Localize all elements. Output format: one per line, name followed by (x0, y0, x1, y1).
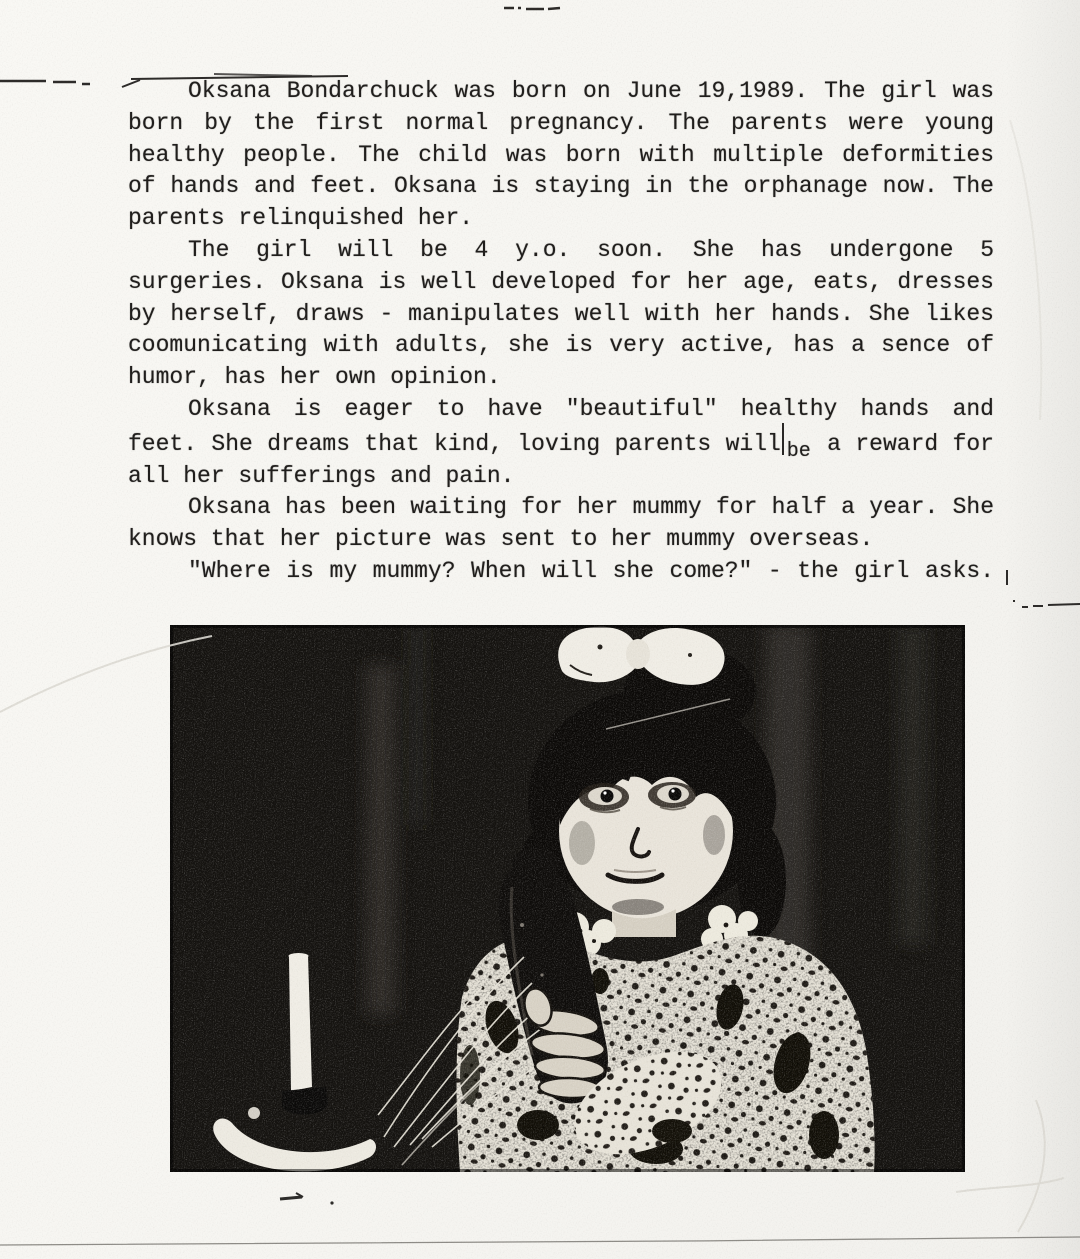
line-text-before-insertion: feet. She dreams that kind, loving parents will (128, 430, 781, 457)
photo-of-girl (170, 625, 965, 1172)
text-line: Oksana is eager to have "beautiful" healthy hands and (188, 395, 994, 422)
typed-insertion (781, 426, 813, 463)
text-line: Oksana has been waiting for her mummy for half a year. She (188, 494, 994, 521)
text-line: coomunicating with adults, she is very active, has a sence of (128, 332, 994, 359)
inserted-word: be (786, 439, 811, 463)
document-text (128, 76, 994, 588)
text-line: by herself, draws - manipulates well with her hands. She likes (128, 300, 994, 327)
text-line: born by the first normal pregnancy. The parents were young (128, 109, 994, 136)
text-line: healthy people. The child was born with multiple deformities (128, 141, 994, 168)
text-line: surgeries. Oksana is well developed for her age, eats, dresses (128, 268, 994, 295)
text-line: of hands and feet. Oksana is staying in the orphanage now. The (128, 173, 994, 200)
text-line: all her sufferings and pain. (128, 462, 515, 489)
photo-grain (170, 625, 965, 1172)
text-line: The girl will be 4 y.o. soon. She has undergone 5 (188, 236, 994, 263)
text-line-with-insertion (128, 426, 994, 461)
text-line: humor, has her own opinion. (128, 364, 501, 391)
text-line: "Where is my mummy? When will she come?" - the girl asks. (188, 557, 994, 584)
text-line: parents relinquished her. (128, 205, 474, 232)
insertion-bar (782, 423, 784, 455)
text-line: knows that her picture was sent to her mummy overseas. (128, 526, 874, 553)
paper-edge-line (0, 1237, 1080, 1245)
line-text-after-insertion: a reward for (812, 430, 994, 457)
text-line: Oksana Bondarchuck was born on June 19,1989. The girl was (188, 78, 994, 104)
